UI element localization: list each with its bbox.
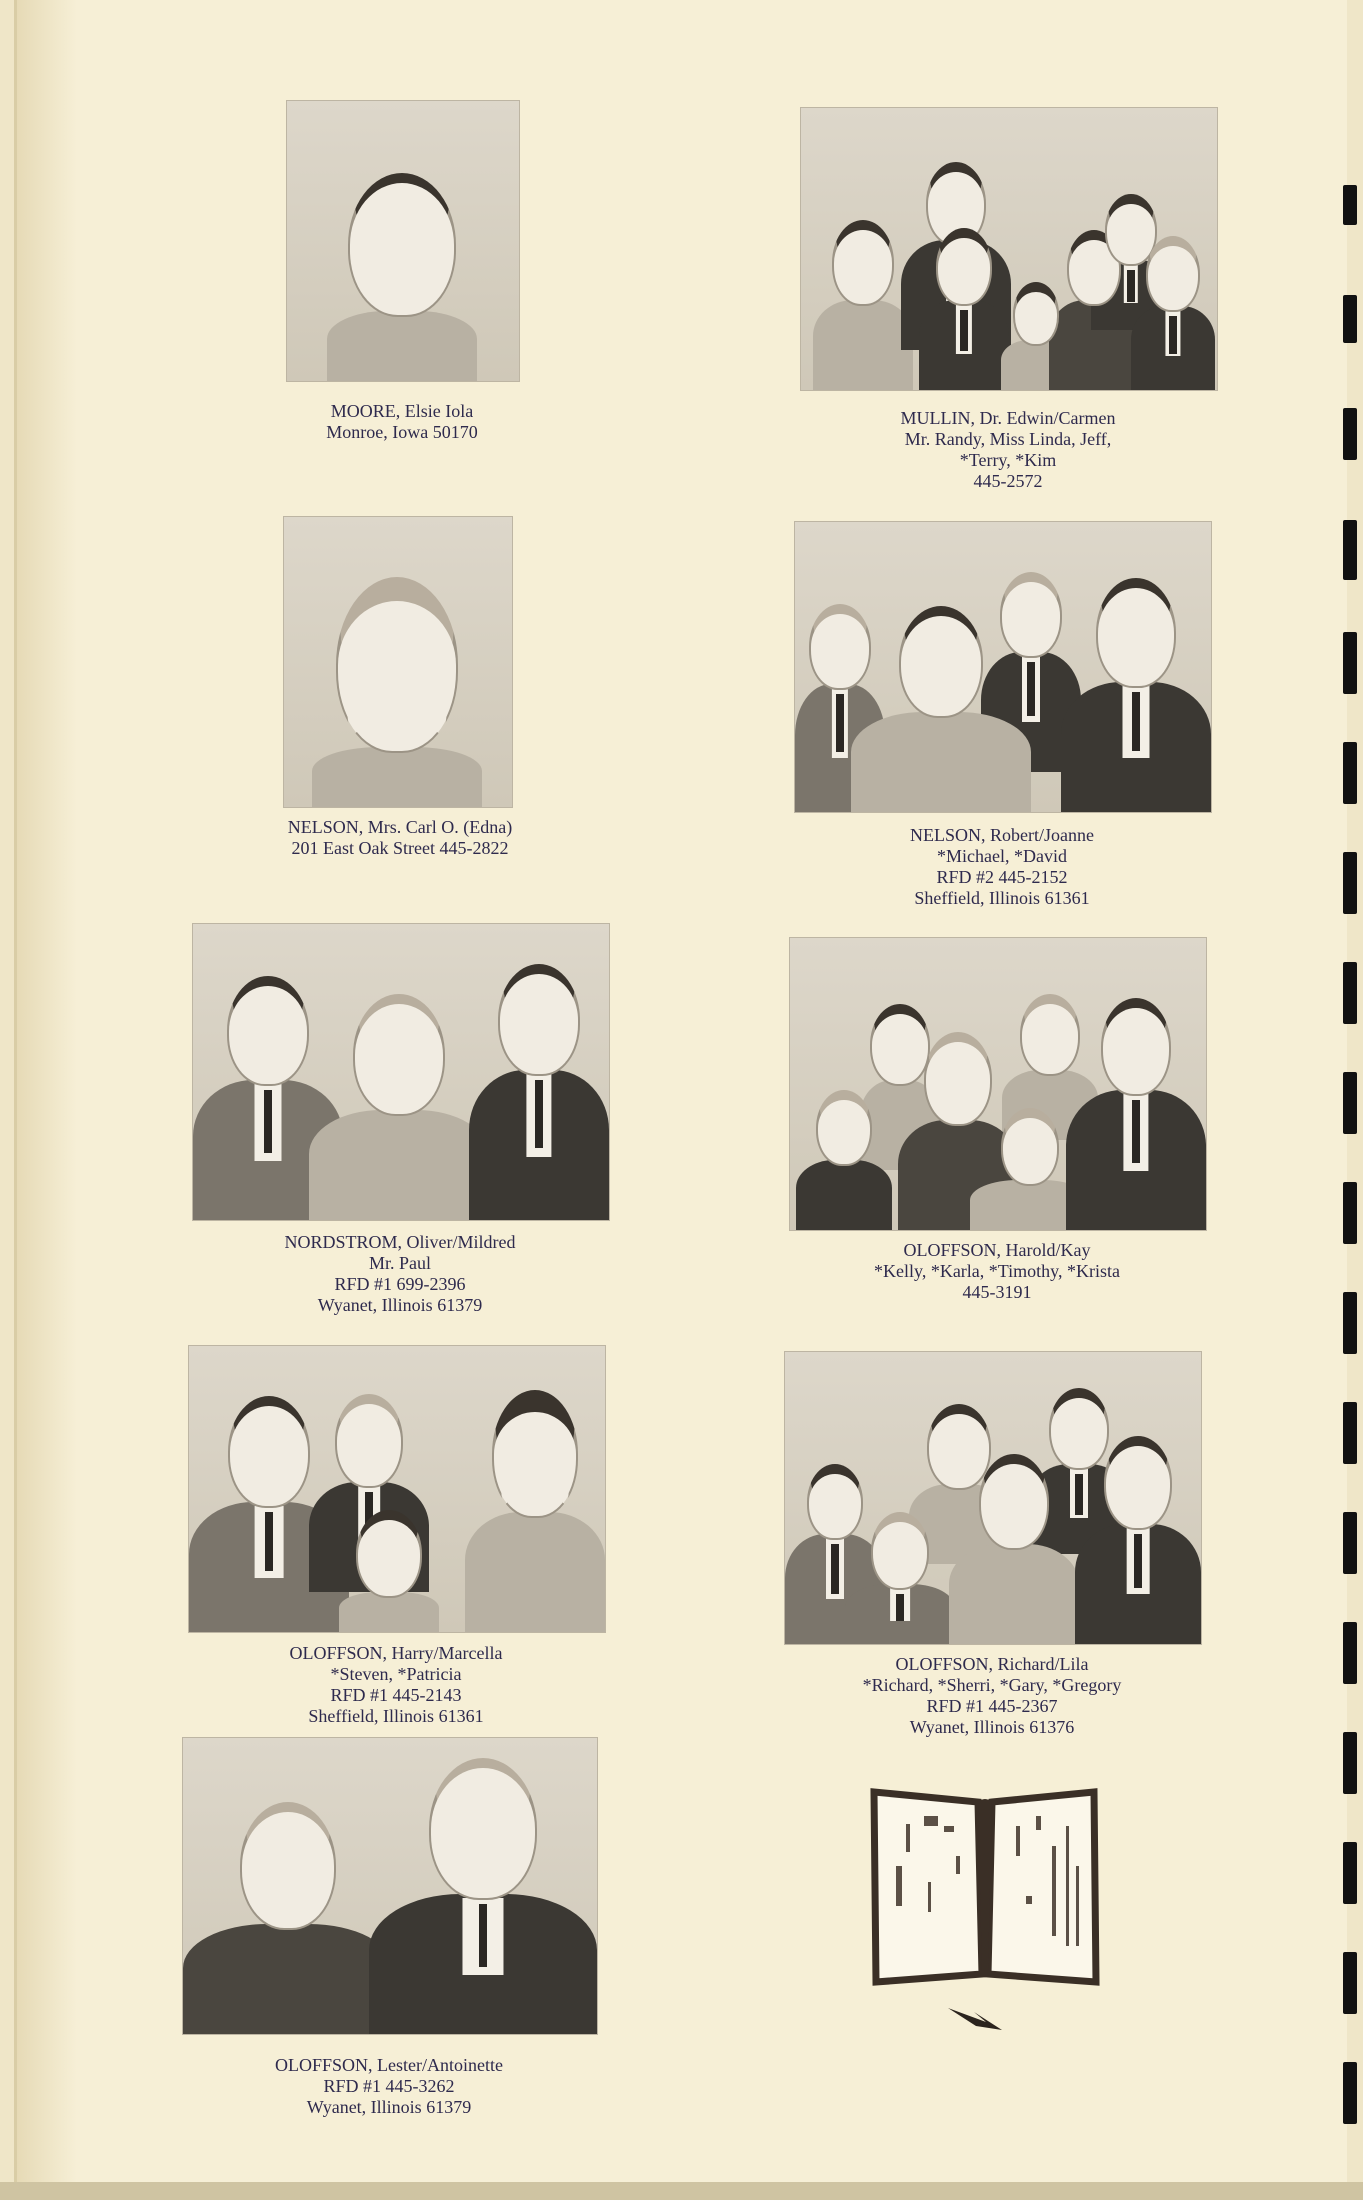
family-caption <box>286 401 518 443</box>
binding-hole <box>1343 1622 1357 1684</box>
family-photo <box>182 1737 598 2035</box>
caption-line: RFD #1 445-3262 <box>323 2076 455 2096</box>
family-photo <box>789 937 1207 1231</box>
binding-hole <box>1343 295 1357 343</box>
binding-hole <box>1343 2062 1357 2124</box>
caption-line: NELSON, Mrs. Carl O. (Edna) <box>287 817 513 837</box>
family-caption <box>784 1654 1200 1738</box>
caption-line: NELSON, Robert/Joanne <box>910 825 1094 845</box>
caption-line: RFD #1 699-2396 <box>334 1274 466 1294</box>
caption-line: 201 East Oak Street 445-2822 <box>291 838 509 858</box>
open-bible-icon <box>866 1786 1104 1996</box>
page-bottom-edge <box>0 2182 1363 2200</box>
binding-hole <box>1343 520 1357 580</box>
caption-line: Wyanet, Illinois 61379 <box>317 1295 483 1315</box>
binding-hole <box>1343 1842 1357 1904</box>
page-shadow <box>17 0 77 2200</box>
binding-hole <box>1343 1512 1357 1574</box>
family-caption <box>192 1232 608 1316</box>
binding-hole <box>1343 185 1357 225</box>
caption-line: 445-3191 <box>962 1282 1032 1302</box>
caption-line: RFD #2 445-2152 <box>936 867 1068 887</box>
caption-line: Mr. Randy, Miss Linda, Jeff, <box>904 429 1112 449</box>
caption-line: *Steven, *Patricia <box>330 1664 462 1684</box>
binding-hole <box>1343 1402 1357 1464</box>
family-photo <box>784 1351 1202 1645</box>
family-photo <box>286 100 520 382</box>
family-photo <box>283 516 513 808</box>
caption-line: RFD #1 445-2367 <box>926 1696 1058 1716</box>
family-caption <box>182 2055 596 2118</box>
caption-line: OLOFFSON, Richard/Lila <box>895 1654 1089 1674</box>
binding-hole <box>1343 1732 1357 1794</box>
binding-hole <box>1343 1072 1357 1134</box>
caption-line: Wyanet, Illinois 61376 <box>909 1717 1075 1737</box>
binding-hole <box>1343 742 1357 804</box>
caption-line: OLOFFSON, Harold/Kay <box>903 1240 1091 1260</box>
binding-hole <box>1343 1952 1357 2014</box>
binding-hole <box>1343 632 1357 694</box>
binding-hole <box>1343 408 1357 460</box>
caption-line: OLOFFSON, Harry/Marcella <box>289 1643 503 1663</box>
caption-line: MULLIN, Dr. Edwin/Carmen <box>900 408 1116 428</box>
caption-line: *Richard, *Sherri, *Gary, *Gregory <box>862 1675 1122 1695</box>
caption-line: Sheffield, Illinois 61361 <box>308 1706 484 1726</box>
caption-line: *Kelly, *Karla, *Timothy, *Krista <box>874 1261 1120 1281</box>
family-caption <box>188 1643 604 1727</box>
binding-hole <box>1343 1292 1357 1354</box>
family-photo <box>794 521 1212 813</box>
family-caption <box>794 825 1210 909</box>
family-caption <box>800 408 1216 492</box>
caption-line: 445-2572 <box>973 471 1043 491</box>
caption-line: Sheffield, Illinois 61361 <box>914 888 1090 908</box>
family-caption <box>789 1240 1205 1303</box>
family-photo <box>188 1345 606 1633</box>
binding-hole <box>1343 962 1357 1024</box>
caption-line: *Michael, *David <box>937 846 1067 866</box>
binding-hole <box>1343 852 1357 914</box>
caption-line: RFD #1 445-2143 <box>330 1685 462 1705</box>
caption-line: *Terry, *Kim <box>959 450 1057 470</box>
caption-line: Mr. Paul <box>368 1253 431 1273</box>
family-photo <box>800 107 1218 391</box>
caption-line: Wyanet, Illinois 61379 <box>306 2097 472 2117</box>
binding-hole <box>1343 1182 1357 1244</box>
family-photo <box>192 923 610 1221</box>
caption-line: MOORE, Elsie Iola <box>330 401 474 421</box>
caption-line: OLOFFSON, Lester/Antoinette <box>275 2055 503 2075</box>
caption-line: Monroe, Iowa 50170 <box>326 422 478 442</box>
caption-line: NORDSTROM, Oliver/Mildred <box>284 1232 516 1252</box>
family-caption <box>230 817 570 859</box>
